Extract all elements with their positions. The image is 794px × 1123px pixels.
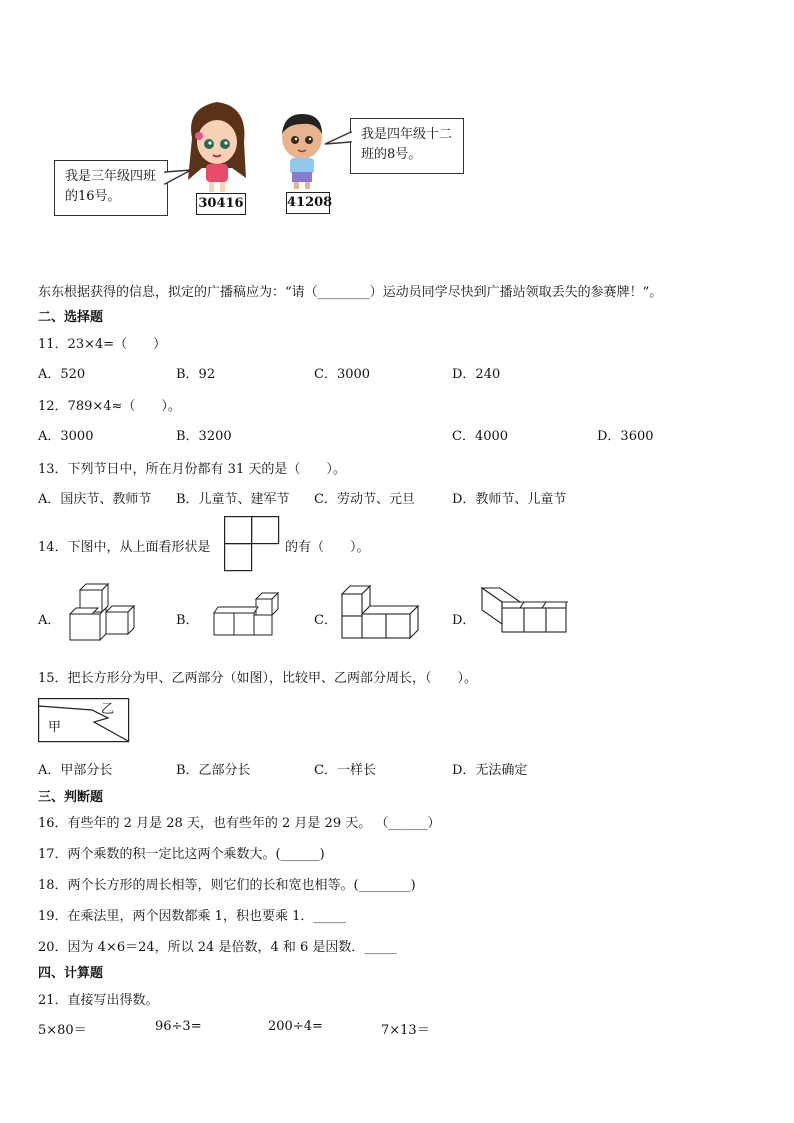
boy-illustration xyxy=(276,108,328,190)
girl-speech-text: 我是三年级四班的16号。 xyxy=(65,169,157,204)
q14-cube-figure-c[interactable] xyxy=(342,586,420,640)
q21-expr-1: 5×80＝ xyxy=(38,1023,87,1038)
q12-option-c[interactable]: C．4000 xyxy=(452,429,509,444)
q20-text: 20．因为 4×6＝24，所以 24 是倍数，4 和 6 是因数．_____ xyxy=(38,940,397,955)
section-title-calculation: 四、计算题 xyxy=(38,966,104,981)
q14-cube-figure-b[interactable] xyxy=(214,593,278,637)
boy-speech-text: 我是四年级十二班的8号。 xyxy=(361,127,453,162)
q14-cube-figure-d[interactable] xyxy=(480,588,570,636)
boy-number-tag: 41208 xyxy=(286,192,330,214)
q14-option-b[interactable]: B． xyxy=(176,613,199,628)
q15-label-yi: 乙 xyxy=(101,702,115,717)
q11-option-c[interactable]: C．3000 xyxy=(314,367,371,382)
q17-text: 17．两个乘数的积一定比这两个乘数大。(______) xyxy=(38,847,325,862)
q15-option-b[interactable]: B．乙部分长 xyxy=(176,763,251,778)
q12-option-d[interactable]: D．3600 xyxy=(597,429,654,444)
q21-stem: 21．直接写出得数。 xyxy=(38,993,159,1008)
q14-stem-before: 14．下图中，从上面看形状是 xyxy=(38,540,211,555)
q13-option-d[interactable]: D．教师节、儿童节 xyxy=(452,492,567,507)
girl-illustration xyxy=(182,98,252,194)
q21-expr-2: 96÷3= xyxy=(155,1019,202,1034)
q14-option-d[interactable]: D． xyxy=(452,613,476,628)
broadcast-line: 东东根据获得的信息，拟定的广播稿应为：“请（________）运动员同学尽快到广播站领取丢失的参赛牌！”。 xyxy=(38,285,663,300)
boy-speech-bubble xyxy=(350,118,464,174)
q11-option-b[interactable]: B．92 xyxy=(176,367,216,382)
girl-speech-bubble xyxy=(54,160,168,216)
boy-bubble-tail xyxy=(325,130,353,150)
q15-label-jia: 甲 xyxy=(48,720,62,735)
q15-stem: 15．把长方形分为甲、乙两部分（如图），比较甲、乙两部分周长，（ ）。 xyxy=(38,671,478,686)
q18-text: 18．两个长方形的周长相等，则它们的长和宽也相等。(________) xyxy=(38,878,416,893)
q15-option-a[interactable]: A．甲部分长 xyxy=(38,763,113,778)
q19-text: 19．在乘法里，两个因数都乘 1，积也要乘 1．_____ xyxy=(38,909,346,924)
q11-option-d[interactable]: D．240 xyxy=(452,367,501,382)
q21-expr-4: 7×13＝ xyxy=(381,1023,430,1038)
q11-stem: 11．23×4=（ ） xyxy=(38,337,167,352)
q14-cube-figure-a[interactable] xyxy=(70,584,138,642)
q13-option-b[interactable]: B．儿童节、建军节 xyxy=(176,492,290,507)
q11-option-a[interactable]: A．520 xyxy=(38,367,86,382)
q12-stem: 12．789×4≈（ ）。 xyxy=(38,399,181,414)
q15-option-d[interactable]: D．无法确定 xyxy=(452,763,528,778)
section-title-choice: 二、选择题 xyxy=(38,310,104,325)
q13-option-c[interactable]: C．劳动节、元旦 xyxy=(314,492,415,507)
q21-expr-3: 200÷4= xyxy=(268,1019,323,1034)
q12-option-a[interactable]: A．3000 xyxy=(38,429,94,444)
q14-option-a[interactable]: A． xyxy=(38,613,61,628)
q14-top-view-figure xyxy=(224,516,280,574)
girl-number-tag: 30416 xyxy=(196,193,246,215)
q13-stem: 13．下列节日中，所在月份都有 31 天的是（ ）。 xyxy=(38,462,346,477)
q14-option-c[interactable]: C． xyxy=(314,613,337,628)
q15-option-c[interactable]: C．一样长 xyxy=(314,763,376,778)
q14-stem-after: 的有（ ）。 xyxy=(285,540,370,555)
section-title-judgement: 三、判断题 xyxy=(38,790,104,805)
q13-option-a[interactable]: A．国庆节、教师节 xyxy=(38,492,152,507)
q16-text: 16．有些年的 2 月是 28 天，也有些年的 2 月是 29 天。 （______） xyxy=(38,816,441,831)
q12-option-b[interactable]: B．3200 xyxy=(176,429,232,444)
